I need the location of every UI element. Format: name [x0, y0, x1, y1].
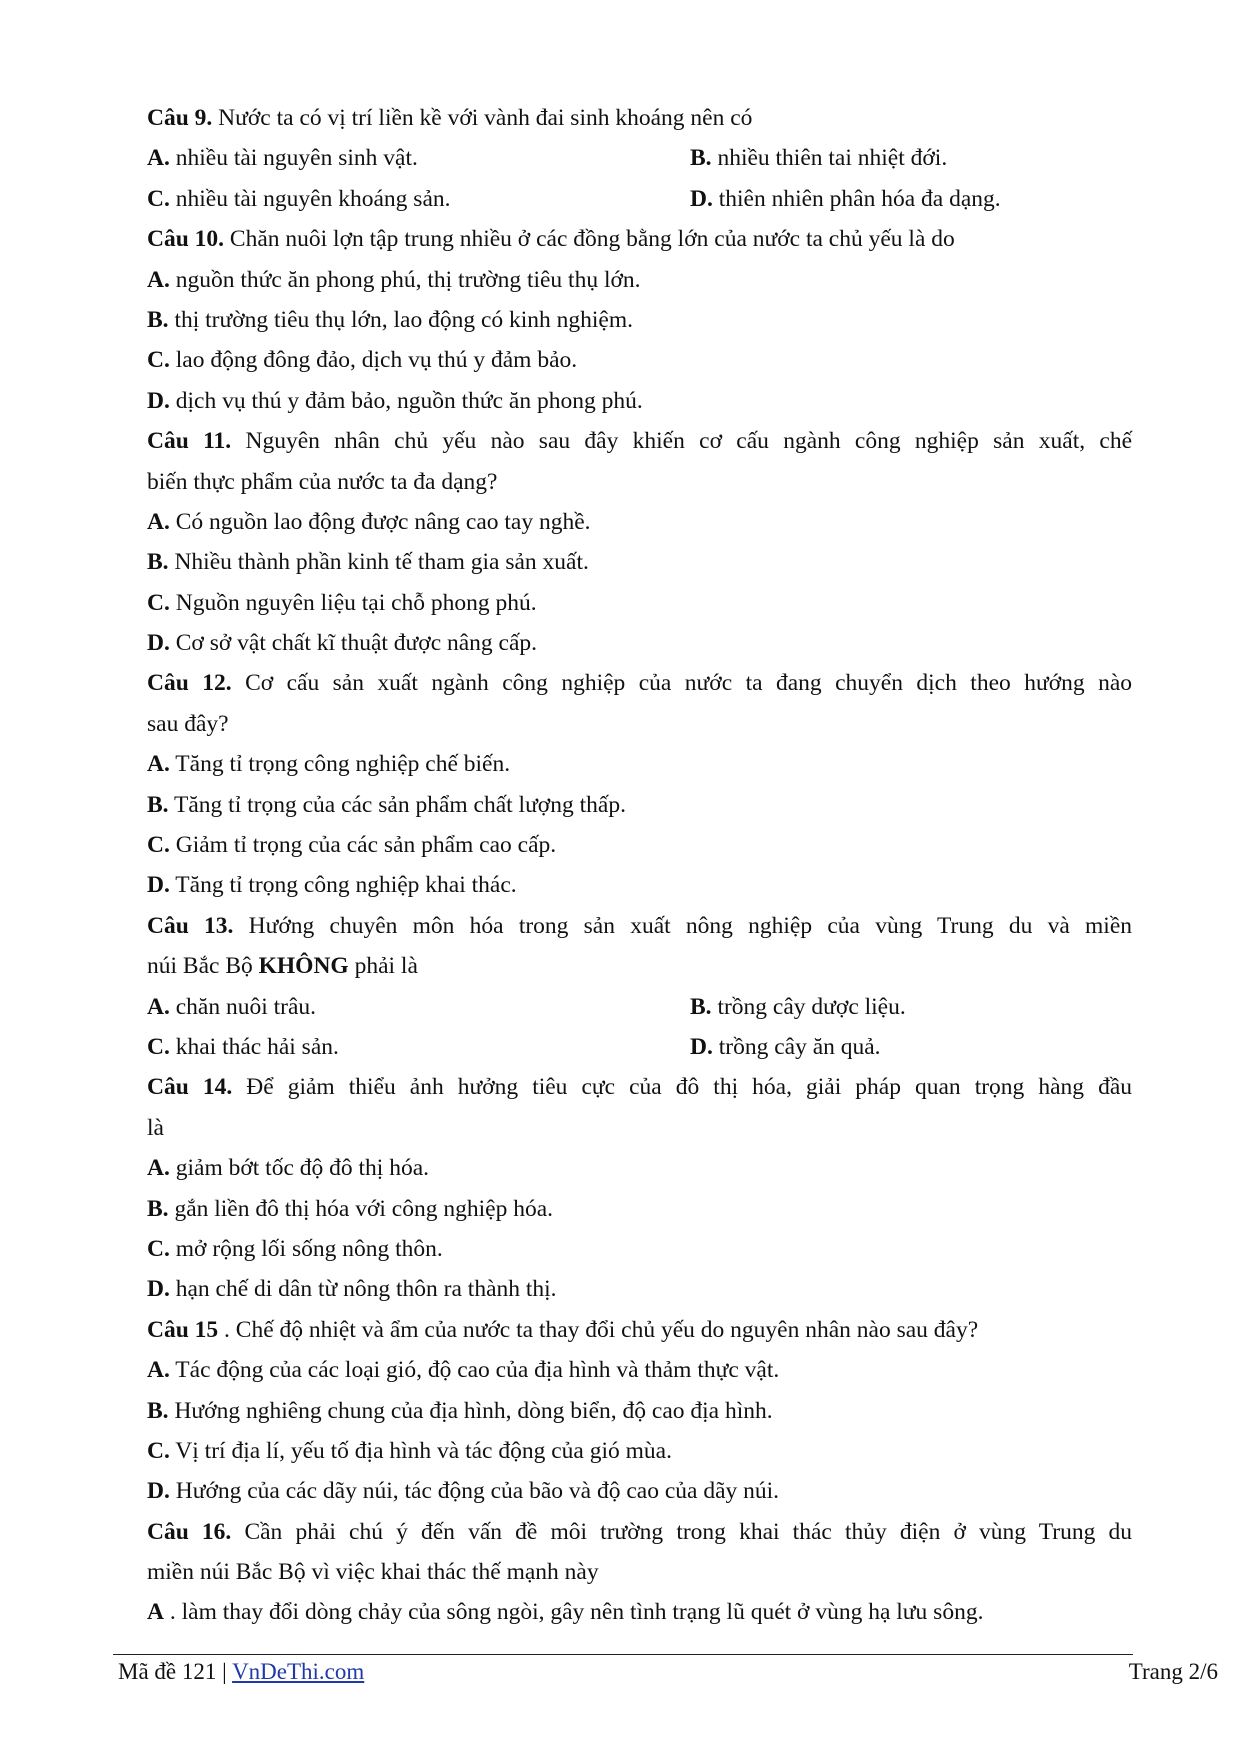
option-text: lao động đông đảo, dịch vụ thú y đảm bảo. [169, 347, 578, 374]
option-letter: D. [147, 1276, 170, 1303]
option-text: nhiều thiên tai nhiệt đới. [711, 145, 948, 172]
question-stem: miền núi Bắc Bộ vì việc khai thác thế mạnh này [147, 1559, 599, 1586]
question-label: Câu 12. [147, 670, 232, 697]
option-letter: B. [147, 791, 169, 818]
option-letter: D. [690, 185, 713, 212]
question-stem-line [147, 946, 1132, 986]
question-stem: phải là [348, 953, 418, 980]
option-letter: A. [147, 1155, 170, 1182]
option-letter: A. [147, 751, 170, 778]
option-letter: A [147, 1599, 164, 1626]
option [690, 138, 947, 178]
option [147, 1269, 1132, 1309]
option-letter: C. [147, 185, 170, 212]
question-9 [147, 98, 1132, 219]
option-row [147, 179, 1132, 219]
option-row [147, 987, 1132, 1027]
question-stem: Cần phải chú ý đến vấn đề môi trường trong khai thác thủy điện ở vùng Trung du [244, 1518, 1132, 1545]
option-text: thị trường tiêu thụ lớn, lao động có kinh nghiệm. [168, 306, 634, 333]
option-text: gắn liền đô thị hóa với công nghiệp hóa. [168, 1195, 553, 1222]
option-letter: B. [147, 549, 169, 576]
question-10 [147, 219, 1132, 421]
option [147, 1592, 1132, 1632]
option [147, 260, 1132, 300]
option-letter: B. [147, 1195, 169, 1222]
option [147, 1391, 1132, 1431]
option-letter: D. [147, 872, 170, 899]
question-stem-line [147, 1512, 1132, 1552]
option-text: chăn nuôi trâu. [169, 993, 317, 1020]
option-text: Hướng của các dãy núi, tác động của bão và độ cao của dãy núi. [169, 1478, 780, 1505]
question-stem: Nguyên nhân chủ yếu nào sau đây khiến cơ cấu ngành công nghiệp sản xuất, chế [245, 428, 1133, 455]
option-text: hạn chế di dân từ nông thôn ra thành thị. [169, 1276, 557, 1303]
page-number: Trang 2/6 [1128, 1659, 1218, 1684]
question-stem: . Chế độ nhiệt và ẩm của nước ta thay đổi chủ yếu do nguyên nhân nào sau đây? [224, 1316, 979, 1343]
option-letter: B. [690, 145, 712, 172]
option [690, 179, 1001, 219]
option-letter: C. [147, 347, 170, 374]
option-letter: D. [690, 1033, 713, 1060]
question-12 [147, 663, 1132, 905]
question-stem-line [147, 1067, 1132, 1107]
question-stem: núi Bắc Bộ [147, 953, 259, 980]
option-text: thiên nhiên phân hóa đa dạng. [712, 185, 1001, 212]
option-letter: C. [147, 1437, 170, 1464]
option-letter: D. [147, 387, 170, 414]
option [147, 825, 1132, 865]
option [147, 1229, 1132, 1269]
question-stem-line [147, 462, 1132, 502]
question-14 [147, 1067, 1132, 1309]
option-text: Nhiều thành phần kinh tế tham gia sản xuất. [168, 549, 589, 576]
option-text: Cơ sở vật chất kĩ thuật được nâng cấp. [169, 630, 538, 657]
option-text: Tăng tỉ trọng công nghiệp chế biến. [169, 751, 511, 778]
question-label: Câu 10. [147, 226, 225, 253]
option-text: Có nguồn lao động được nâng cao tay nghề. [169, 508, 591, 535]
emphasis-word: KHÔNG [258, 953, 349, 980]
option [147, 1027, 690, 1067]
question-stem: Chăn nuôi lợn tập trung nhiều ở các đồng bằng lớn của nước ta chủ yếu là do [229, 226, 955, 253]
option [147, 381, 1132, 421]
option [147, 785, 1132, 825]
option-letter: D. [147, 630, 170, 657]
question-stem-line [147, 1108, 1132, 1148]
page-footer [118, 1657, 1218, 1687]
option-text: Nguồn nguyên liệu tại chỗ phong phú. [169, 589, 537, 616]
question-list [147, 98, 1132, 1633]
option [147, 1189, 1132, 1229]
option [147, 744, 1132, 784]
option-text: trồng cây ăn quả. [712, 1033, 881, 1060]
option-text: nhiều tài nguyên sinh vật. [169, 145, 418, 172]
footer-divider [113, 1654, 1133, 1655]
option-text: Tăng tỉ trọng của các sản phẩm chất lượng thấp. [168, 791, 626, 818]
question-stem: Nước ta có vị trí liền kề với vành đai sinh khoáng nên có [218, 105, 753, 131]
question-label: Câu 15 [147, 1316, 219, 1343]
question-label: Câu 13. [147, 912, 234, 939]
option [690, 1027, 881, 1067]
question-15 [147, 1310, 1132, 1512]
question-label: Câu 9. [147, 105, 213, 131]
question-stem-line [147, 421, 1132, 461]
question-stem-line [147, 1552, 1132, 1592]
question-stem-line [147, 906, 1132, 946]
option [147, 1431, 1132, 1471]
option-text: mở rộng lối sống nông thôn. [169, 1235, 443, 1262]
option-letter: A. [147, 508, 170, 535]
question-13 [147, 906, 1132, 1068]
question-stem-line [147, 704, 1132, 744]
question-11 [147, 421, 1132, 663]
option-text: Tác động của các loại gió, độ cao của địa hình và thảm thực vật. [169, 1357, 780, 1384]
option-letter: B. [690, 993, 712, 1020]
site-link[interactable]: VnDeThi.com [232, 1659, 365, 1684]
option-letter: A. [147, 266, 170, 293]
option [147, 179, 690, 219]
option [147, 1350, 1132, 1390]
option-row [147, 138, 1132, 178]
option [147, 987, 690, 1027]
question-stem: là [147, 1114, 164, 1141]
question-label: Câu 11. [147, 428, 232, 455]
question-stem-line [147, 1310, 1132, 1350]
option-text: khai thác hải sản. [169, 1033, 339, 1060]
question-16 [147, 1512, 1132, 1633]
question-stem-line [147, 98, 1132, 138]
option [147, 1471, 1132, 1511]
question-label: Câu 16. [147, 1518, 232, 1545]
option-text: Vị trí địa lí, yếu tố địa hình và tác động của gió mùa. [169, 1437, 672, 1464]
option [147, 138, 690, 178]
option-letter: D. [147, 1478, 170, 1505]
option-letter: A. [147, 145, 170, 172]
question-stem: Cơ cấu sản xuất ngành công nghiệp của nước ta đang chuyển dịch theo hướng nào [245, 670, 1132, 697]
option [147, 583, 1132, 623]
option-letter: C. [147, 1033, 170, 1060]
option-text: nguồn thức ăn phong phú, thị trường tiêu thụ lớn. [169, 266, 641, 293]
option-text: Hướng nghiêng chung của địa hình, dòng biển, độ cao địa hình. [168, 1397, 773, 1424]
exam-code: Mã đề 121 | [118, 1659, 233, 1684]
option-letter: A. [147, 1357, 170, 1384]
option [147, 502, 1132, 542]
option [147, 623, 1132, 663]
option-row [147, 1027, 1132, 1067]
option-letter: B. [147, 1397, 169, 1424]
question-stem-line [147, 219, 1132, 259]
option-letter: A. [147, 993, 170, 1020]
question-label: Câu 14. [147, 1074, 233, 1101]
option-text: trồng cây dược liệu. [711, 993, 906, 1020]
option-text: Tăng tỉ trọng công nghiệp khai thác. [169, 872, 517, 899]
option-text: giảm bớt tốc độ đô thị hóa. [169, 1155, 430, 1182]
question-stem: sau đây? [147, 710, 229, 737]
option-text: nhiều tài nguyên khoáng sản. [169, 185, 451, 212]
option [147, 542, 1132, 582]
option-text: Giảm tỉ trọng của các sản phẩm cao cấp. [169, 832, 557, 859]
option [147, 1148, 1132, 1188]
question-stem: biến thực phẩm của nước ta đa dạng? [147, 468, 498, 495]
option [147, 340, 1132, 380]
option-letter: C. [147, 1235, 170, 1262]
option-text: dịch vụ thú y đảm bảo, nguồn thức ăn phong phú. [169, 387, 643, 414]
option-letter: C. [147, 589, 170, 616]
option-letter: B. [147, 306, 169, 333]
question-stem: Hướng chuyên môn hóa trong sản xuất nông nghiệp của vùng Trung du và miền [248, 912, 1133, 939]
question-stem-line [147, 663, 1132, 703]
option [147, 300, 1132, 340]
option-letter: C. [147, 832, 170, 859]
option-text: . làm thay đổi dòng chảy của sông ngòi, gây nên tình trạng lũ quét ở vùng hạ lưu sông. [163, 1599, 984, 1626]
option [147, 865, 1132, 905]
question-stem: Để giảm thiểu ảnh hưởng tiêu cực của đô thị hóa, giải pháp quan trọng hàng đầu [246, 1074, 1133, 1101]
option [690, 987, 906, 1027]
